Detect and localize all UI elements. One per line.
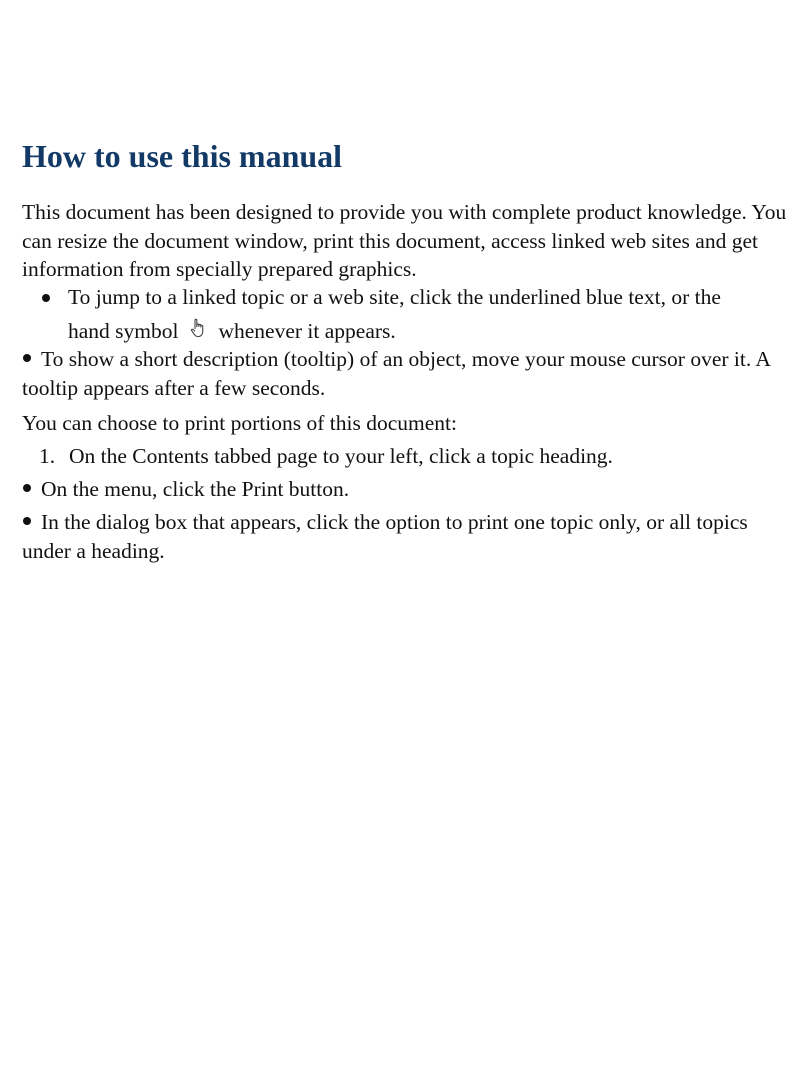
- bullet-icon: [42, 294, 50, 302]
- bullet-text-line2: [68, 316, 794, 346]
- print-intro-paragraph: You can choose to print portions of this document:: [22, 411, 457, 435]
- bullet-icon: [23, 354, 31, 362]
- step-text: In the dialog box that appears, click the option to print one topic only, or all topics under a heading.: [22, 510, 748, 563]
- bullet-icon: [23, 517, 31, 525]
- step-text: On the menu, click the Print button.: [41, 477, 350, 501]
- bullet-text-line1: To jump to a linked topic or a web site, click the underlined blue text, or the: [68, 285, 721, 309]
- bullet-item-tooltip: [22, 345, 794, 402]
- intro-paragraph: This document has been designed to provide you with complete product knowledge. You can resize the document window, print this document, access linked web sites and get information from specially prepared graphics.: [22, 200, 787, 281]
- bullet-item-jump-link: [68, 283, 794, 345]
- step-number: 1.: [39, 444, 56, 468]
- hand-pointer-icon: [188, 316, 210, 340]
- bullet-text: To show a short description (tooltip) of an object, move your mouse cursor over it. A tooltip appears after a few seconds.: [22, 347, 770, 400]
- step-item-print-button: [22, 475, 794, 504]
- bullet-icon: [23, 484, 31, 492]
- step-item-dialog-box: [22, 508, 794, 565]
- page-title: How to use this manual: [22, 138, 343, 174]
- whenever-label: whenever it appears.: [218, 318, 396, 343]
- step-text: On the Contents tabbed page to your left, click a topic heading.: [69, 444, 613, 468]
- step-item-contents: [39, 442, 794, 471]
- hand-symbol-label: hand symbol: [68, 318, 179, 343]
